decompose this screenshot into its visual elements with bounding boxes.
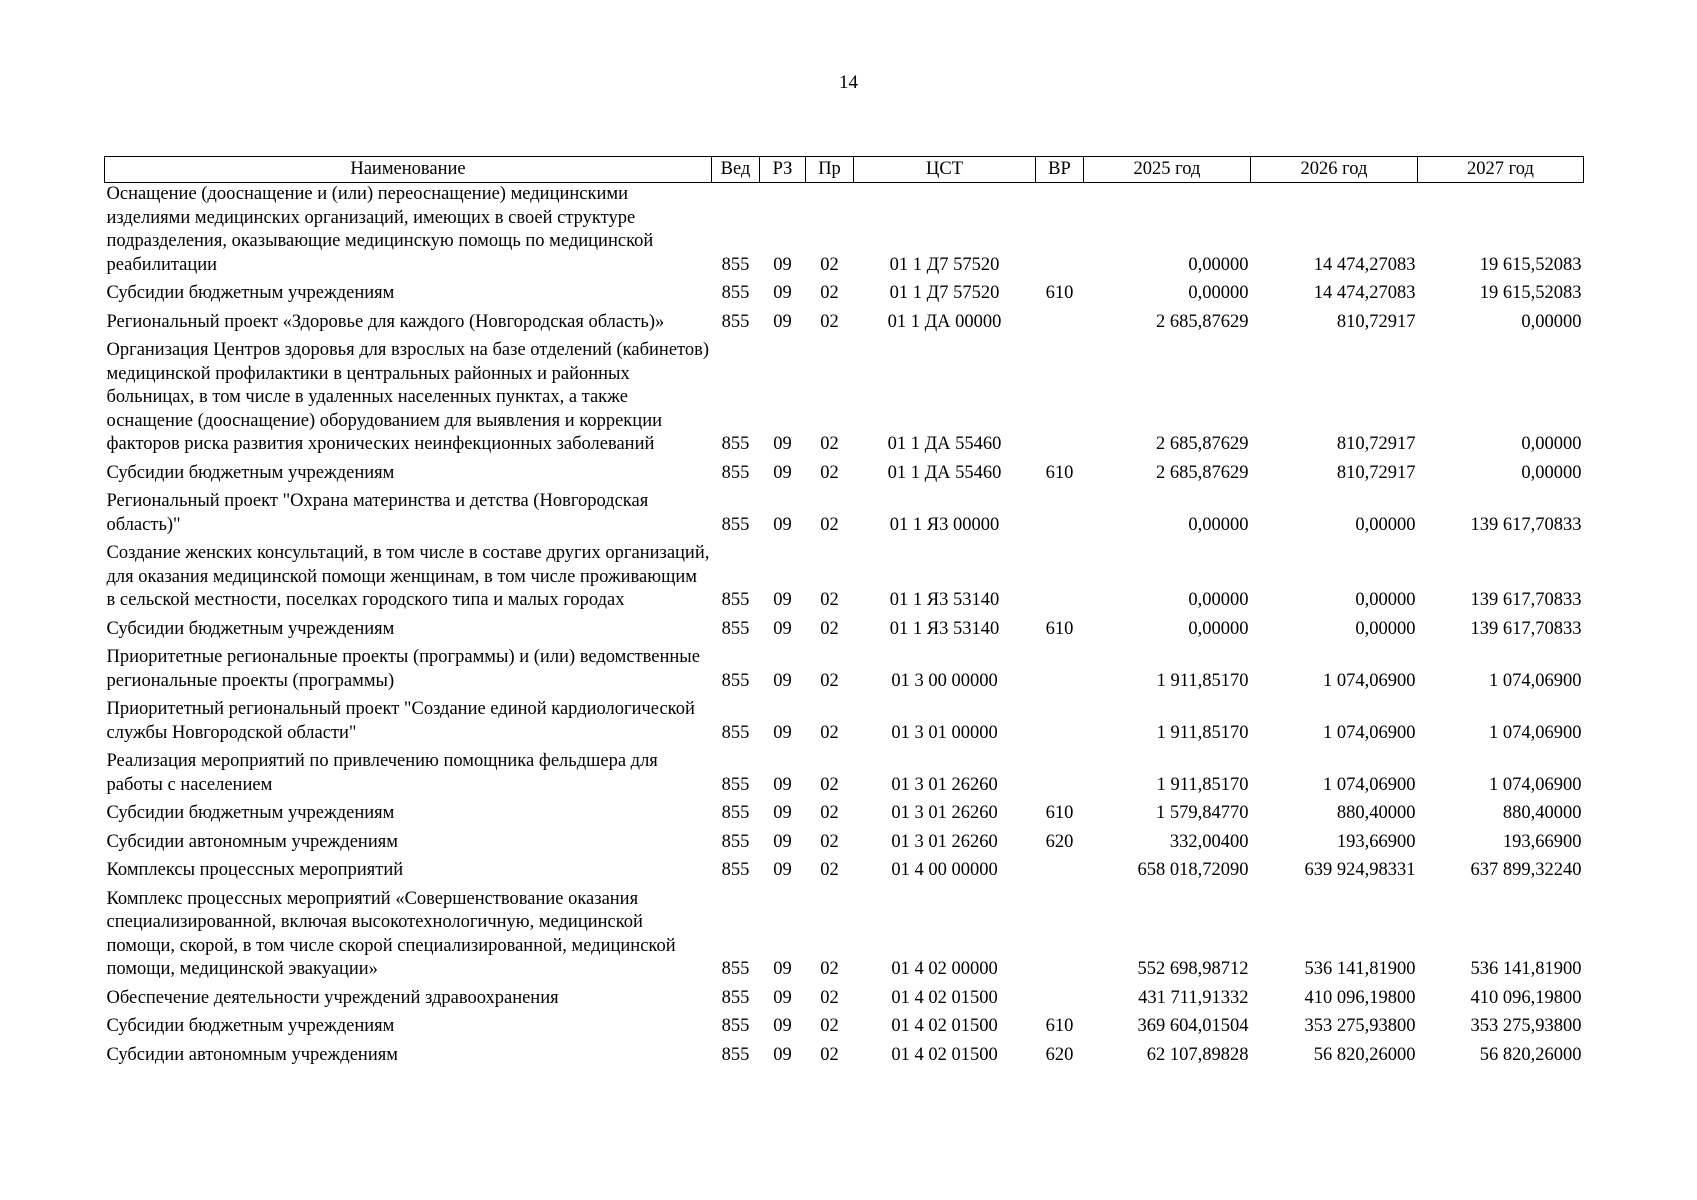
cell-2027: 19 615,52083 (1479, 283, 1582, 303)
table-row (105, 282, 1584, 311)
cell-2026: 536 141,81900 (1304, 959, 1416, 979)
cell-pr: 02 (820, 283, 839, 303)
cell-pr: 02 (820, 618, 839, 639)
cell-rz: 09 (773, 722, 792, 743)
cell-vr (1036, 490, 1084, 542)
cell-name: Региональный проект «Здоровье для каждого (Новгородская область)» (106, 311, 665, 332)
cell-2026: 0,00000 (1355, 618, 1416, 639)
cell-2026: 14 474,27083 (1313, 254, 1416, 275)
cell-name: Субсидии бюджетным учреждениям (106, 462, 395, 483)
page-number: 14 (839, 72, 858, 93)
cell-2026: 14 474,27083 (1313, 283, 1416, 303)
cell-cst: 01 4 00 00000 (891, 860, 998, 880)
cell-pr: 02 (820, 1016, 839, 1036)
cell-vr (1036, 987, 1084, 1016)
cell-rz: 09 (773, 434, 792, 454)
cell-2027: 1 074,06900 (1489, 670, 1582, 691)
cell-cst: 01 3 01 26260 (891, 803, 998, 823)
cell-2027: 0,00000 (1521, 311, 1582, 332)
cell-vr: 620 (1045, 831, 1074, 852)
cell-vr (1036, 311, 1084, 340)
cell-pr: 02 (820, 311, 839, 332)
cell-ved: 855 (721, 514, 750, 535)
table-row (105, 888, 1584, 987)
cell-pr: 02 (820, 722, 839, 743)
cell-name: Реализация мероприятий по привлечению помощника фельдшера для работы с населением (106, 751, 658, 795)
cell-2025: 2 685,87629 (1156, 434, 1249, 454)
cell-cst: 01 3 00 00000 (891, 670, 998, 691)
header-2025: 2025 год (1084, 157, 1251, 183)
cell-vr: 610 (1045, 1016, 1074, 1036)
cell-2026: 1 074,06900 (1323, 670, 1416, 691)
header-2026: 2026 год (1251, 157, 1418, 183)
cell-ved: 855 (721, 1044, 750, 1065)
cell-2026: 880,40000 (1336, 803, 1416, 823)
cell-2026: 0,00000 (1355, 514, 1416, 535)
cell-cst: 01 1 Я3 53140 (889, 590, 1000, 610)
cell-2027: 139 617,70833 (1470, 590, 1582, 610)
cell-2026: 193,66900 (1336, 831, 1416, 852)
table-row (105, 859, 1584, 888)
cell-pr: 02 (820, 860, 839, 880)
cell-pr: 02 (820, 590, 839, 610)
cell-2026: 639 924,98331 (1304, 860, 1416, 880)
cell-pr: 02 (820, 1044, 839, 1065)
cell-cst: 01 1 Я3 00000 (889, 514, 1000, 535)
cell-cst: 01 1 Д7 57520 (889, 283, 1000, 303)
cell-2027: 1 074,06900 (1489, 774, 1582, 795)
cell-2025: 62 107,89828 (1146, 1044, 1249, 1065)
cell-name: Обеспечение деятельности учреждений здравоохранения (106, 987, 559, 1008)
cell-pr: 02 (820, 987, 839, 1008)
cell-2025: 1 911,85170 (1156, 670, 1249, 691)
cell-rz: 09 (773, 1044, 792, 1065)
cell-rz: 09 (773, 670, 792, 691)
table-body (105, 183, 1584, 1073)
cell-pr: 02 (820, 803, 839, 823)
cell-2025: 1 911,85170 (1156, 722, 1249, 743)
cell-2026: 810,72917 (1336, 462, 1416, 483)
table-row (105, 646, 1584, 698)
cell-rz: 09 (773, 803, 792, 823)
header-name: Наименование (105, 157, 712, 183)
cell-rz: 09 (773, 590, 792, 610)
cell-ved: 855 (721, 831, 750, 852)
cell-pr: 02 (820, 514, 839, 535)
cell-name: Региональный проект "Охрана материнства и детства (Новгородская область)" (106, 491, 649, 535)
header-cst: ЦСТ (854, 157, 1036, 183)
cell-cst: 01 1 ДА 55460 (887, 434, 1002, 454)
table-row (105, 339, 1584, 462)
cell-vr (1036, 750, 1084, 802)
header-pr: Пр (806, 157, 854, 183)
cell-rz: 09 (773, 618, 792, 639)
cell-name: Комплексы процессных мероприятий (106, 860, 404, 880)
cell-rz: 09 (773, 1016, 792, 1036)
cell-2025: 332,00400 (1169, 831, 1249, 852)
cell-ved: 855 (721, 803, 750, 823)
cell-pr: 02 (820, 670, 839, 691)
cell-name: Комплекс процессных мероприятий «Совершенствование оказания специализированной, включая высокотехнологичную, медицинской помощи, скорой, в том числе скорой специализированной, медицинской помощи, медицинской эвакуации» (106, 888, 676, 979)
table-row (105, 987, 1584, 1016)
cell-cst: 01 3 01 26260 (891, 774, 998, 795)
cell-name: Субсидии бюджетным учреждениям (106, 283, 395, 303)
cell-2025: 2 685,87629 (1156, 311, 1249, 332)
cell-cst: 01 1 ДА 55460 (887, 462, 1002, 483)
cell-pr: 02 (820, 254, 839, 275)
cell-ved: 855 (721, 774, 750, 795)
cell-2026: 0,00000 (1355, 590, 1416, 610)
table-row (105, 698, 1584, 750)
cell-cst: 01 4 02 01500 (891, 1044, 998, 1065)
header-ved: Вед (712, 157, 760, 183)
cell-2027: 56 820,26000 (1479, 1044, 1582, 1065)
cell-name: Субсидии бюджетным учреждениям (106, 618, 395, 639)
cell-2025: 0,00000 (1188, 514, 1249, 535)
cell-2026: 1 074,06900 (1323, 722, 1416, 743)
cell-vr (1036, 859, 1084, 888)
cell-2027: 880,40000 (1502, 803, 1582, 823)
cell-ved: 855 (721, 311, 750, 332)
cell-name: Субсидии автономным учреждениям (106, 1044, 398, 1065)
cell-vr: 620 (1045, 1044, 1074, 1065)
cell-2025: 369 604,01504 (1137, 1016, 1249, 1036)
table-row (105, 311, 1584, 340)
cell-2027: 1 074,06900 (1489, 722, 1582, 743)
cell-2026: 410 096,19800 (1304, 987, 1416, 1008)
cell-2027: 193,66900 (1502, 831, 1582, 852)
cell-rz: 09 (773, 254, 792, 275)
cell-rz: 09 (773, 831, 792, 852)
cell-2025: 0,00000 (1188, 254, 1249, 275)
table-row (105, 1015, 1584, 1044)
cell-rz: 09 (773, 283, 792, 303)
table-row (105, 831, 1584, 860)
cell-vr (1036, 542, 1084, 618)
cell-pr: 02 (820, 462, 839, 483)
header-rz: РЗ (760, 157, 806, 183)
cell-2027: 410 096,19800 (1470, 987, 1582, 1008)
cell-ved: 855 (721, 462, 750, 483)
cell-name: Субсидии автономным учреждениям (106, 831, 398, 852)
header-vr: ВР (1036, 157, 1084, 183)
budget-table (104, 156, 1584, 1072)
cell-2025: 0,00000 (1188, 618, 1249, 639)
cell-ved: 855 (721, 959, 750, 979)
cell-2025: 2 685,87629 (1156, 462, 1249, 483)
cell-rz: 09 (773, 514, 792, 535)
table-header (105, 157, 1584, 183)
table-row (105, 618, 1584, 647)
cell-pr: 02 (820, 959, 839, 979)
cell-cst: 01 4 02 00000 (891, 959, 998, 979)
cell-vr: 610 (1045, 803, 1074, 823)
cell-name: Оснащение (дооснащение и (или) переоснащение) медицинскими изделиями медицинских организаций, имеющих в своей структуре подразделения, оказывающие медицинскую помощь по медицинской реабилитации (106, 184, 654, 275)
cell-vr: 610 (1045, 618, 1074, 639)
cell-cst: 01 3 01 00000 (891, 722, 998, 743)
cell-2025: 658 018,72090 (1137, 860, 1249, 880)
cell-2027: 0,00000 (1521, 462, 1582, 483)
cell-2026: 353 275,93800 (1304, 1016, 1416, 1036)
cell-name: Организация Центров здоровья для взрослых на базе отделений (кабинетов) медицинской профилактики в центральных районных и районных больницах, в том числе в удаленных населенных пунктах, а также оснащение (дооснащение) оборудованием для выявления и коррекции факторов риска развития хронических неинфекционных заболеваний (106, 340, 710, 454)
cell-2027: 0,00000 (1521, 434, 1582, 454)
cell-vr (1036, 646, 1084, 698)
cell-2026: 810,72917 (1336, 311, 1416, 332)
cell-pr: 02 (820, 434, 839, 454)
cell-2026: 810,72917 (1336, 434, 1416, 454)
cell-2027: 536 141,81900 (1470, 959, 1582, 979)
cell-cst: 01 4 02 01500 (891, 987, 998, 1008)
cell-2025: 552 698,98712 (1137, 959, 1249, 979)
cell-vr (1036, 888, 1084, 987)
cell-pr: 02 (820, 774, 839, 795)
cell-rz: 09 (773, 311, 792, 332)
cell-2025: 0,00000 (1188, 590, 1249, 610)
cell-name: Приоритетные региональные проекты (программы) и (или) ведомственные региональные проекты (программы) (106, 647, 700, 691)
cell-ved: 855 (721, 254, 750, 275)
cell-2025: 1 579,84770 (1156, 803, 1249, 823)
cell-2025: 0,00000 (1188, 283, 1249, 303)
cell-ved: 855 (721, 670, 750, 691)
cell-rz: 09 (773, 959, 792, 979)
cell-cst: 01 1 ДА 00000 (887, 311, 1002, 332)
cell-rz: 09 (773, 860, 792, 880)
table-row (105, 462, 1584, 491)
cell-cst: 01 1 Д7 57520 (889, 254, 1000, 275)
table-row (105, 1044, 1584, 1073)
cell-ved: 855 (721, 434, 750, 454)
cell-vr: 610 (1045, 283, 1074, 303)
cell-ved: 855 (721, 722, 750, 743)
cell-cst: 01 4 02 01500 (891, 1016, 998, 1036)
cell-name: Создание женских консультаций, в том числе в составе других организаций, для оказания медицинской помощи женщинам, в том числе проживающим в сельской местности, поселках городского типа и малых городах (106, 543, 710, 610)
cell-2027: 139 617,70833 (1470, 618, 1582, 639)
cell-ved: 855 (721, 1016, 750, 1036)
cell-ved: 855 (721, 590, 750, 610)
cell-vr (1036, 698, 1084, 750)
table-row (105, 183, 1584, 283)
cell-vr (1036, 183, 1084, 283)
table-row (105, 802, 1584, 831)
cell-pr: 02 (820, 831, 839, 852)
cell-2026: 56 820,26000 (1313, 1044, 1416, 1065)
cell-ved: 855 (721, 618, 750, 639)
cell-rz: 09 (773, 774, 792, 795)
cell-ved: 855 (721, 283, 750, 303)
cell-name: Субсидии бюджетным учреждениям (106, 803, 395, 823)
cell-vr (1036, 339, 1084, 462)
cell-2027: 19 615,52083 (1479, 254, 1582, 275)
cell-name: Субсидии бюджетным учреждениям (106, 1016, 395, 1036)
cell-ved: 855 (721, 987, 750, 1008)
table-row (105, 750, 1584, 802)
cell-2027: 353 275,93800 (1470, 1016, 1582, 1036)
cell-2027: 139 617,70833 (1470, 514, 1582, 535)
header-2027: 2027 год (1418, 157, 1584, 183)
table-row (105, 542, 1584, 618)
cell-name: Приоритетный региональный проект "Создание единой кардиологической службы Новгородской области" (106, 699, 695, 743)
cell-cst: 01 3 01 26260 (891, 831, 998, 852)
cell-cst: 01 1 Я3 53140 (889, 618, 1000, 639)
cell-2025: 1 911,85170 (1156, 774, 1249, 795)
cell-2026: 1 074,06900 (1323, 774, 1416, 795)
cell-2025: 431 711,91332 (1138, 987, 1249, 1008)
table-row (105, 490, 1584, 542)
cell-vr: 610 (1045, 462, 1074, 483)
cell-rz: 09 (773, 462, 792, 483)
cell-ved: 855 (721, 860, 750, 880)
cell-2027: 637 899,32240 (1470, 860, 1582, 880)
cell-rz: 09 (773, 987, 792, 1008)
